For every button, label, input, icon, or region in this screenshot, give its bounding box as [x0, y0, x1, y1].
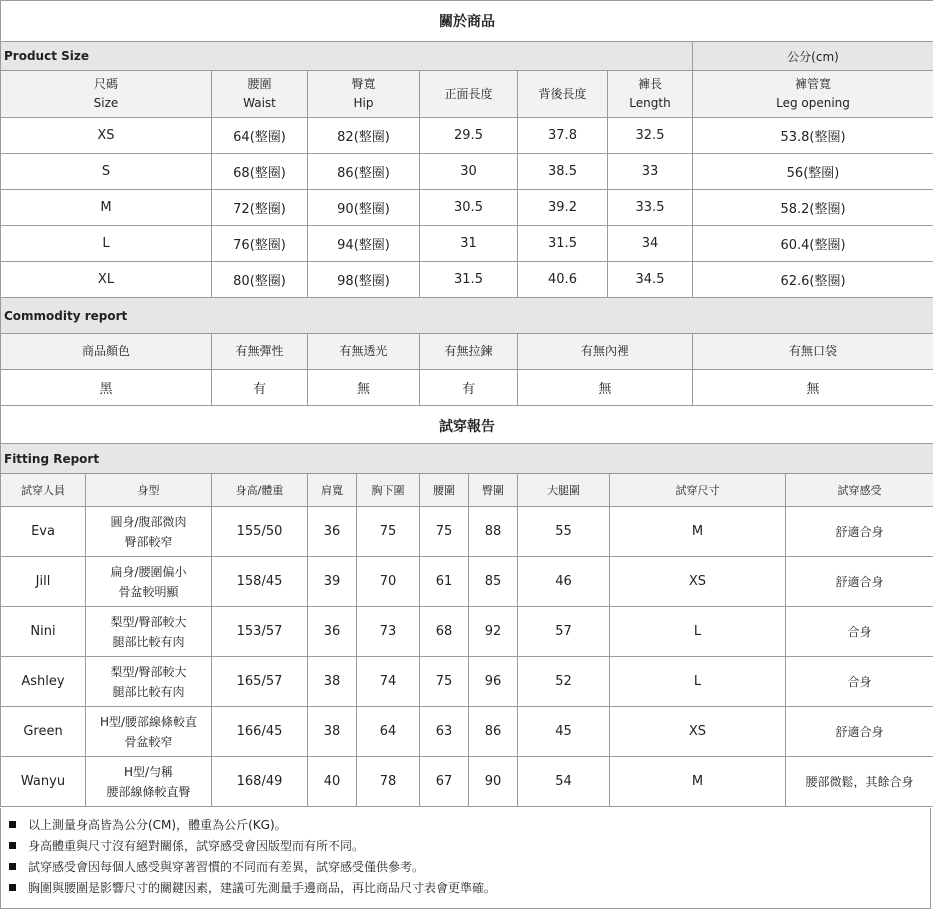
commodity-value-row [1, 370, 933, 406]
table-row [1, 226, 933, 262]
table-row [1, 707, 933, 757]
hip-header: 臀寬 Hip [308, 71, 420, 118]
cell-waist: 68(整圈) [212, 154, 308, 190]
height-weight: 153/57 [212, 607, 308, 657]
hip: 85 [469, 557, 518, 607]
thigh: 52 [518, 657, 610, 707]
zipper-header: 有無拉鍊 [420, 334, 518, 370]
elastic-header: 有無彈性 [212, 334, 308, 370]
waist-header: 腰圍 [420, 474, 469, 507]
table-row [1, 557, 933, 607]
cell-leg-opening: 62.6(整圈) [693, 262, 933, 298]
feeling: 合身 [786, 657, 933, 707]
hip: 86 [469, 707, 518, 757]
size-tried: L [610, 657, 786, 707]
cell-back-length: 38.5 [518, 154, 608, 190]
size-tried: M [610, 507, 786, 557]
notes-section [0, 808, 931, 909]
hip: 92 [469, 607, 518, 657]
cell-back-length: 31.5 [518, 226, 608, 262]
unit-label: 公分(cm) [693, 42, 933, 71]
table-row [1, 657, 933, 707]
waist-header: 腰圍 Waist [212, 71, 308, 118]
thigh: 45 [518, 707, 610, 757]
cell-leg-opening: 58.2(整圈) [693, 190, 933, 226]
pocket-header: 有無口袋 [693, 334, 933, 370]
cell-hip: 94(整圈) [308, 226, 420, 262]
feeling: 舒適合身 [786, 507, 933, 557]
thigh: 57 [518, 607, 610, 657]
thigh-header: 大腿圍 [518, 474, 610, 507]
shoulder: 36 [308, 507, 357, 557]
square-bullet-icon [9, 863, 16, 870]
color-header: 商品顏色 [1, 334, 212, 370]
table-row [1, 607, 933, 657]
cell-back-length: 39.2 [518, 190, 608, 226]
tester-name: Nini [1, 607, 86, 657]
feeling: 舒適合身 [786, 557, 933, 607]
underbust: 78 [357, 757, 420, 807]
back-length-header: 背後長度 [518, 71, 608, 118]
shoulder: 39 [308, 557, 357, 607]
shoulder-header: 肩寬 [308, 474, 357, 507]
cell-length: 32.5 [608, 118, 693, 154]
tester-name: Green [1, 707, 86, 757]
zipper-value: 有 [420, 370, 518, 406]
cell-hip: 98(整圈) [308, 262, 420, 298]
lining-header: 有無內裡 [518, 334, 693, 370]
cell-waist: 76(整圈) [212, 226, 308, 262]
fitting-title: 試穿報告 [1, 406, 933, 447]
cell-size: M [1, 190, 212, 226]
cell-front-length: 29.5 [420, 118, 518, 154]
cell-length: 34 [608, 226, 693, 262]
height-weight: 158/45 [212, 557, 308, 607]
shoulder: 40 [308, 757, 357, 807]
underbust: 73 [357, 607, 420, 657]
table-row [1, 757, 933, 807]
color-value: 黑 [1, 370, 212, 406]
pocket-value: 無 [693, 370, 933, 406]
shoulder: 38 [308, 707, 357, 757]
note-item: 胸圍與腰圍是影響尺寸的關鍵因素，建議可先測量手邊商品，再比商品尺寸表會更準確。 [1, 877, 930, 898]
hip: 90 [469, 757, 518, 807]
hip-header: 臀圍 [469, 474, 518, 507]
shoulder: 38 [308, 657, 357, 707]
body-type: H型/勻稱 腰部線條較直臀 [86, 757, 212, 807]
waist: 61 [420, 557, 469, 607]
square-bullet-icon [9, 821, 16, 828]
cell-hip: 82(整圈) [308, 118, 420, 154]
hip: 88 [469, 507, 518, 557]
sheer-value: 無 [308, 370, 420, 406]
waist: 68 [420, 607, 469, 657]
height-weight: 155/50 [212, 507, 308, 557]
product-size-table [0, 0, 933, 447]
underbust: 70 [357, 557, 420, 607]
underbust: 74 [357, 657, 420, 707]
cell-front-length: 30 [420, 154, 518, 190]
cell-front-length: 31 [420, 226, 518, 262]
fitting-report-table [0, 443, 933, 807]
size-header-row [1, 71, 933, 118]
cell-hip: 90(整圈) [308, 190, 420, 226]
square-bullet-icon [9, 884, 16, 891]
feeling: 腰部微鬆，其餘合身 [786, 757, 933, 807]
height-weight-header: 身高/體重 [212, 474, 308, 507]
cell-length: 34.5 [608, 262, 693, 298]
cell-front-length: 30.5 [420, 190, 518, 226]
body-type-header: 身型 [86, 474, 212, 507]
front-length-header: 正面長度 [420, 71, 518, 118]
cell-back-length: 40.6 [518, 262, 608, 298]
body-type: H型/腰部線條較直 骨盆較窄 [86, 707, 212, 757]
body-type: 梨型/臀部較大 腿部比較有肉 [86, 607, 212, 657]
size-header: 尺碼 Size [1, 71, 212, 118]
cell-length: 33 [608, 154, 693, 190]
leg-opening-header: 褲管寬 Leg opening [693, 71, 933, 118]
cell-back-length: 37.8 [518, 118, 608, 154]
waist: 67 [420, 757, 469, 807]
waist: 75 [420, 507, 469, 557]
size-tried-header: 試穿尺寸 [610, 474, 786, 507]
underbust-header: 胸下圍 [357, 474, 420, 507]
cell-size: L [1, 226, 212, 262]
commodity-report-label: Commodity report [1, 298, 933, 334]
cell-length: 33.5 [608, 190, 693, 226]
cell-front-length: 31.5 [420, 262, 518, 298]
tester-header: 試穿人員 [1, 474, 86, 507]
cell-waist: 80(整圈) [212, 262, 308, 298]
table-row [1, 262, 933, 298]
sheer-header: 有無透光 [308, 334, 420, 370]
waist: 63 [420, 707, 469, 757]
note-item: 以上測量身高皆為公分(CM)，體重為公斤(KG)。 [1, 814, 930, 835]
lining-value: 無 [518, 370, 693, 406]
hip: 96 [469, 657, 518, 707]
fitting-report-label: Fitting Report [1, 444, 933, 474]
table-row [1, 154, 933, 190]
cell-size: XL [1, 262, 212, 298]
cell-leg-opening: 60.4(整圈) [693, 226, 933, 262]
table-row [1, 507, 933, 557]
tester-name: Ashley [1, 657, 86, 707]
size-tried: XS [610, 557, 786, 607]
tester-name: Eva [1, 507, 86, 557]
underbust: 75 [357, 507, 420, 557]
thigh: 46 [518, 557, 610, 607]
shoulder: 36 [308, 607, 357, 657]
size-tried: L [610, 607, 786, 657]
product-size-label: Product Size [1, 42, 693, 71]
fitting-header-row [1, 474, 933, 507]
waist: 75 [420, 657, 469, 707]
cell-waist: 72(整圈) [212, 190, 308, 226]
tester-name: Jill [1, 557, 86, 607]
square-bullet-icon [9, 842, 16, 849]
length-header: 褲長 Length [608, 71, 693, 118]
cell-leg-opening: 56(整圈) [693, 154, 933, 190]
cell-hip: 86(整圈) [308, 154, 420, 190]
table-row [1, 190, 933, 226]
table-row [1, 118, 933, 154]
height-weight: 165/57 [212, 657, 308, 707]
commodity-header-row [1, 334, 933, 370]
thigh: 54 [518, 757, 610, 807]
note-item: 身高體重與尺寸沒有絕對關係，試穿感受會因版型而有所不同。 [1, 835, 930, 856]
cell-size: XS [1, 118, 212, 154]
feeling: 合身 [786, 607, 933, 657]
height-weight: 168/49 [212, 757, 308, 807]
page-title: 關於商品 [1, 1, 933, 42]
body-type: 圓身/腹部微肉 臀部較窄 [86, 507, 212, 557]
tester-name: Wanyu [1, 757, 86, 807]
note-item: 試穿感受會因每個人感受與穿著習慣的不同而有差異，試穿感受僅供參考。 [1, 856, 930, 877]
body-type: 扁身/腰圍偏小 骨盆較明顯 [86, 557, 212, 607]
elastic-value: 有 [212, 370, 308, 406]
thigh: 55 [518, 507, 610, 557]
underbust: 64 [357, 707, 420, 757]
feeling-header: 試穿感受 [786, 474, 933, 507]
body-type: 梨型/臀部較大 腿部比較有肉 [86, 657, 212, 707]
size-tried: XS [610, 707, 786, 757]
cell-size: S [1, 154, 212, 190]
height-weight: 166/45 [212, 707, 308, 757]
feeling: 舒適合身 [786, 707, 933, 757]
size-tried: M [610, 757, 786, 807]
cell-leg-opening: 53.8(整圈) [693, 118, 933, 154]
cell-waist: 64(整圈) [212, 118, 308, 154]
